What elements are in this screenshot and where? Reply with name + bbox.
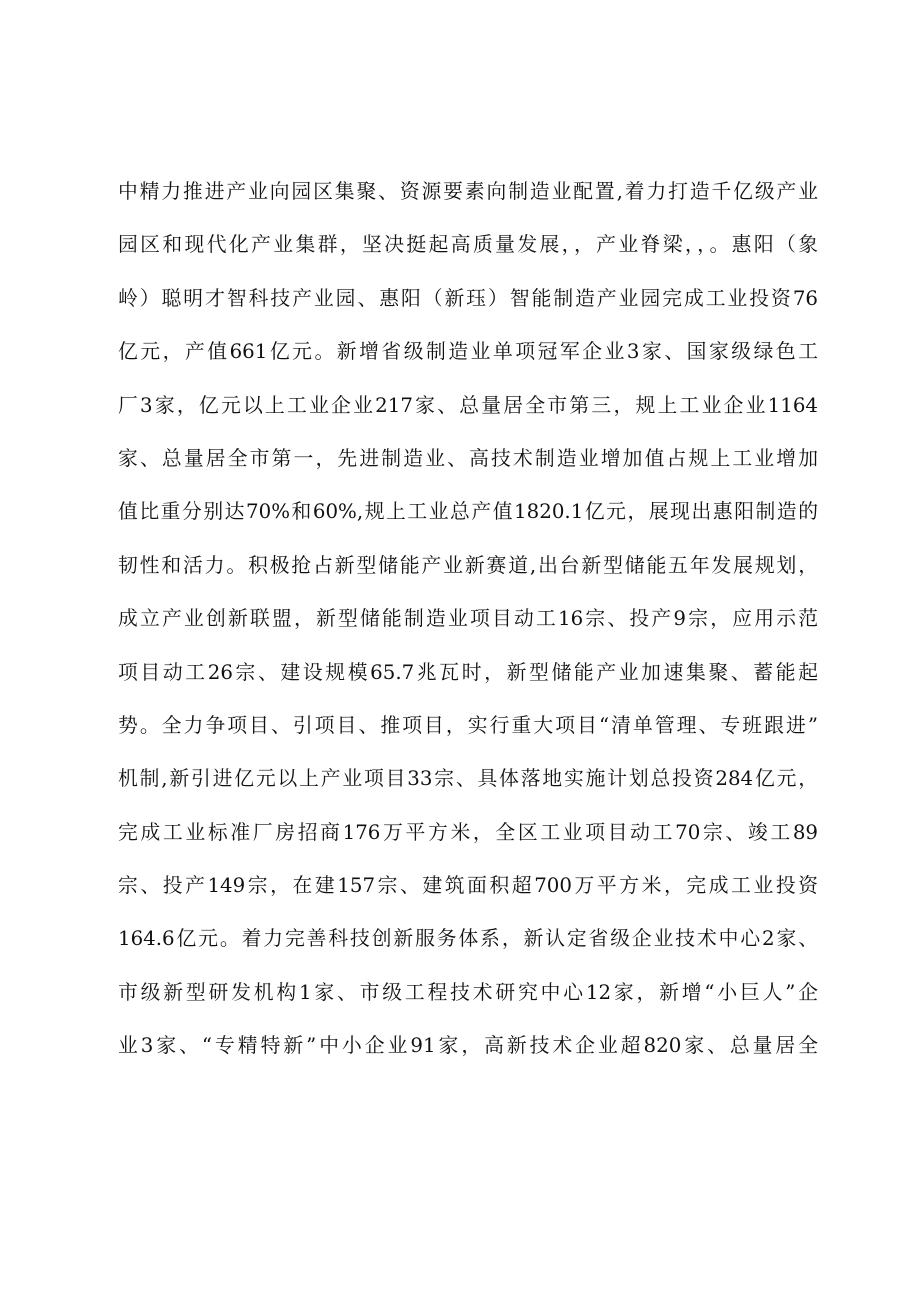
body-paragraph [118, 170, 818, 1078]
text-line-8: 韧性和活力。积极抢占新型储能产业新赛道,出台新型储能五年发展规划， [118, 553, 818, 577]
text-line-17: 业3家、“专精特新”中小企业91家，高新技术企业超820家、总量居全 [118, 1034, 818, 1058]
text-line-14: 宗、投产149宗，在建157宗、建筑面积超700万平方米，完成工业投资 [118, 874, 818, 898]
text-line-12: 机制,新引进亿元以上产业项目33宗、具体落地实施计划总投资284亿元， [118, 767, 818, 791]
text-line-15: 164.6亿元。着力完善科技创新服务体系，新认定省级企业技术中心2家、 [118, 927, 818, 951]
text-line-13: 完成工业标准厂房招商176万平方米，全区工业项目动工70宗、竣工89 [118, 820, 818, 844]
text-line-7: 值比重分别达70%和60%,规上工业总产值1820.1亿元，展现出惠阳制造的 [118, 500, 818, 524]
text-line-1: 中精力推进产业向园区集聚、资源要素向制造业配置,着力打造千亿级产业 [118, 180, 818, 203]
text-line-4: 亿元，产值661亿元。新增省级制造业单项冠军企业3家、国家级绿色工 [118, 340, 818, 364]
text-line-9: 成立产业创新联盟，新型储能制造业项目动工16宗、投产9宗，应用示范 [118, 607, 818, 631]
text-line-6: 家、总量居全市第一，先进制造业、高技术制造业增加值占规上工业增加 [118, 446, 818, 470]
text-line-10: 项目动工26宗、建设规模65.7兆瓦时，新型储能产业加速集聚、蓄能起 [118, 660, 818, 684]
text-line-11: 势。全力争项目、引项目、推项目，实行重大项目“清单管理、专班跟进” [118, 713, 818, 737]
text-line-2: 园区和现代化产业集群，坚决挺起高质量发展，，产业脊梁，，。惠阳（象 [118, 233, 818, 257]
text-line-5: 厂3家，亿元以上工业企业217家、总量居全市第三，规上工业企业1164 [118, 393, 818, 417]
text-line-16: 市级新型研发机构1家、市级工程技术研究中心12家，新增“小巨人”企 [118, 980, 818, 1004]
text-line-3: 岭）聪明才智科技产业园、惠阳（新珏）智能制造产业园完成工业投资76 [118, 286, 818, 310]
